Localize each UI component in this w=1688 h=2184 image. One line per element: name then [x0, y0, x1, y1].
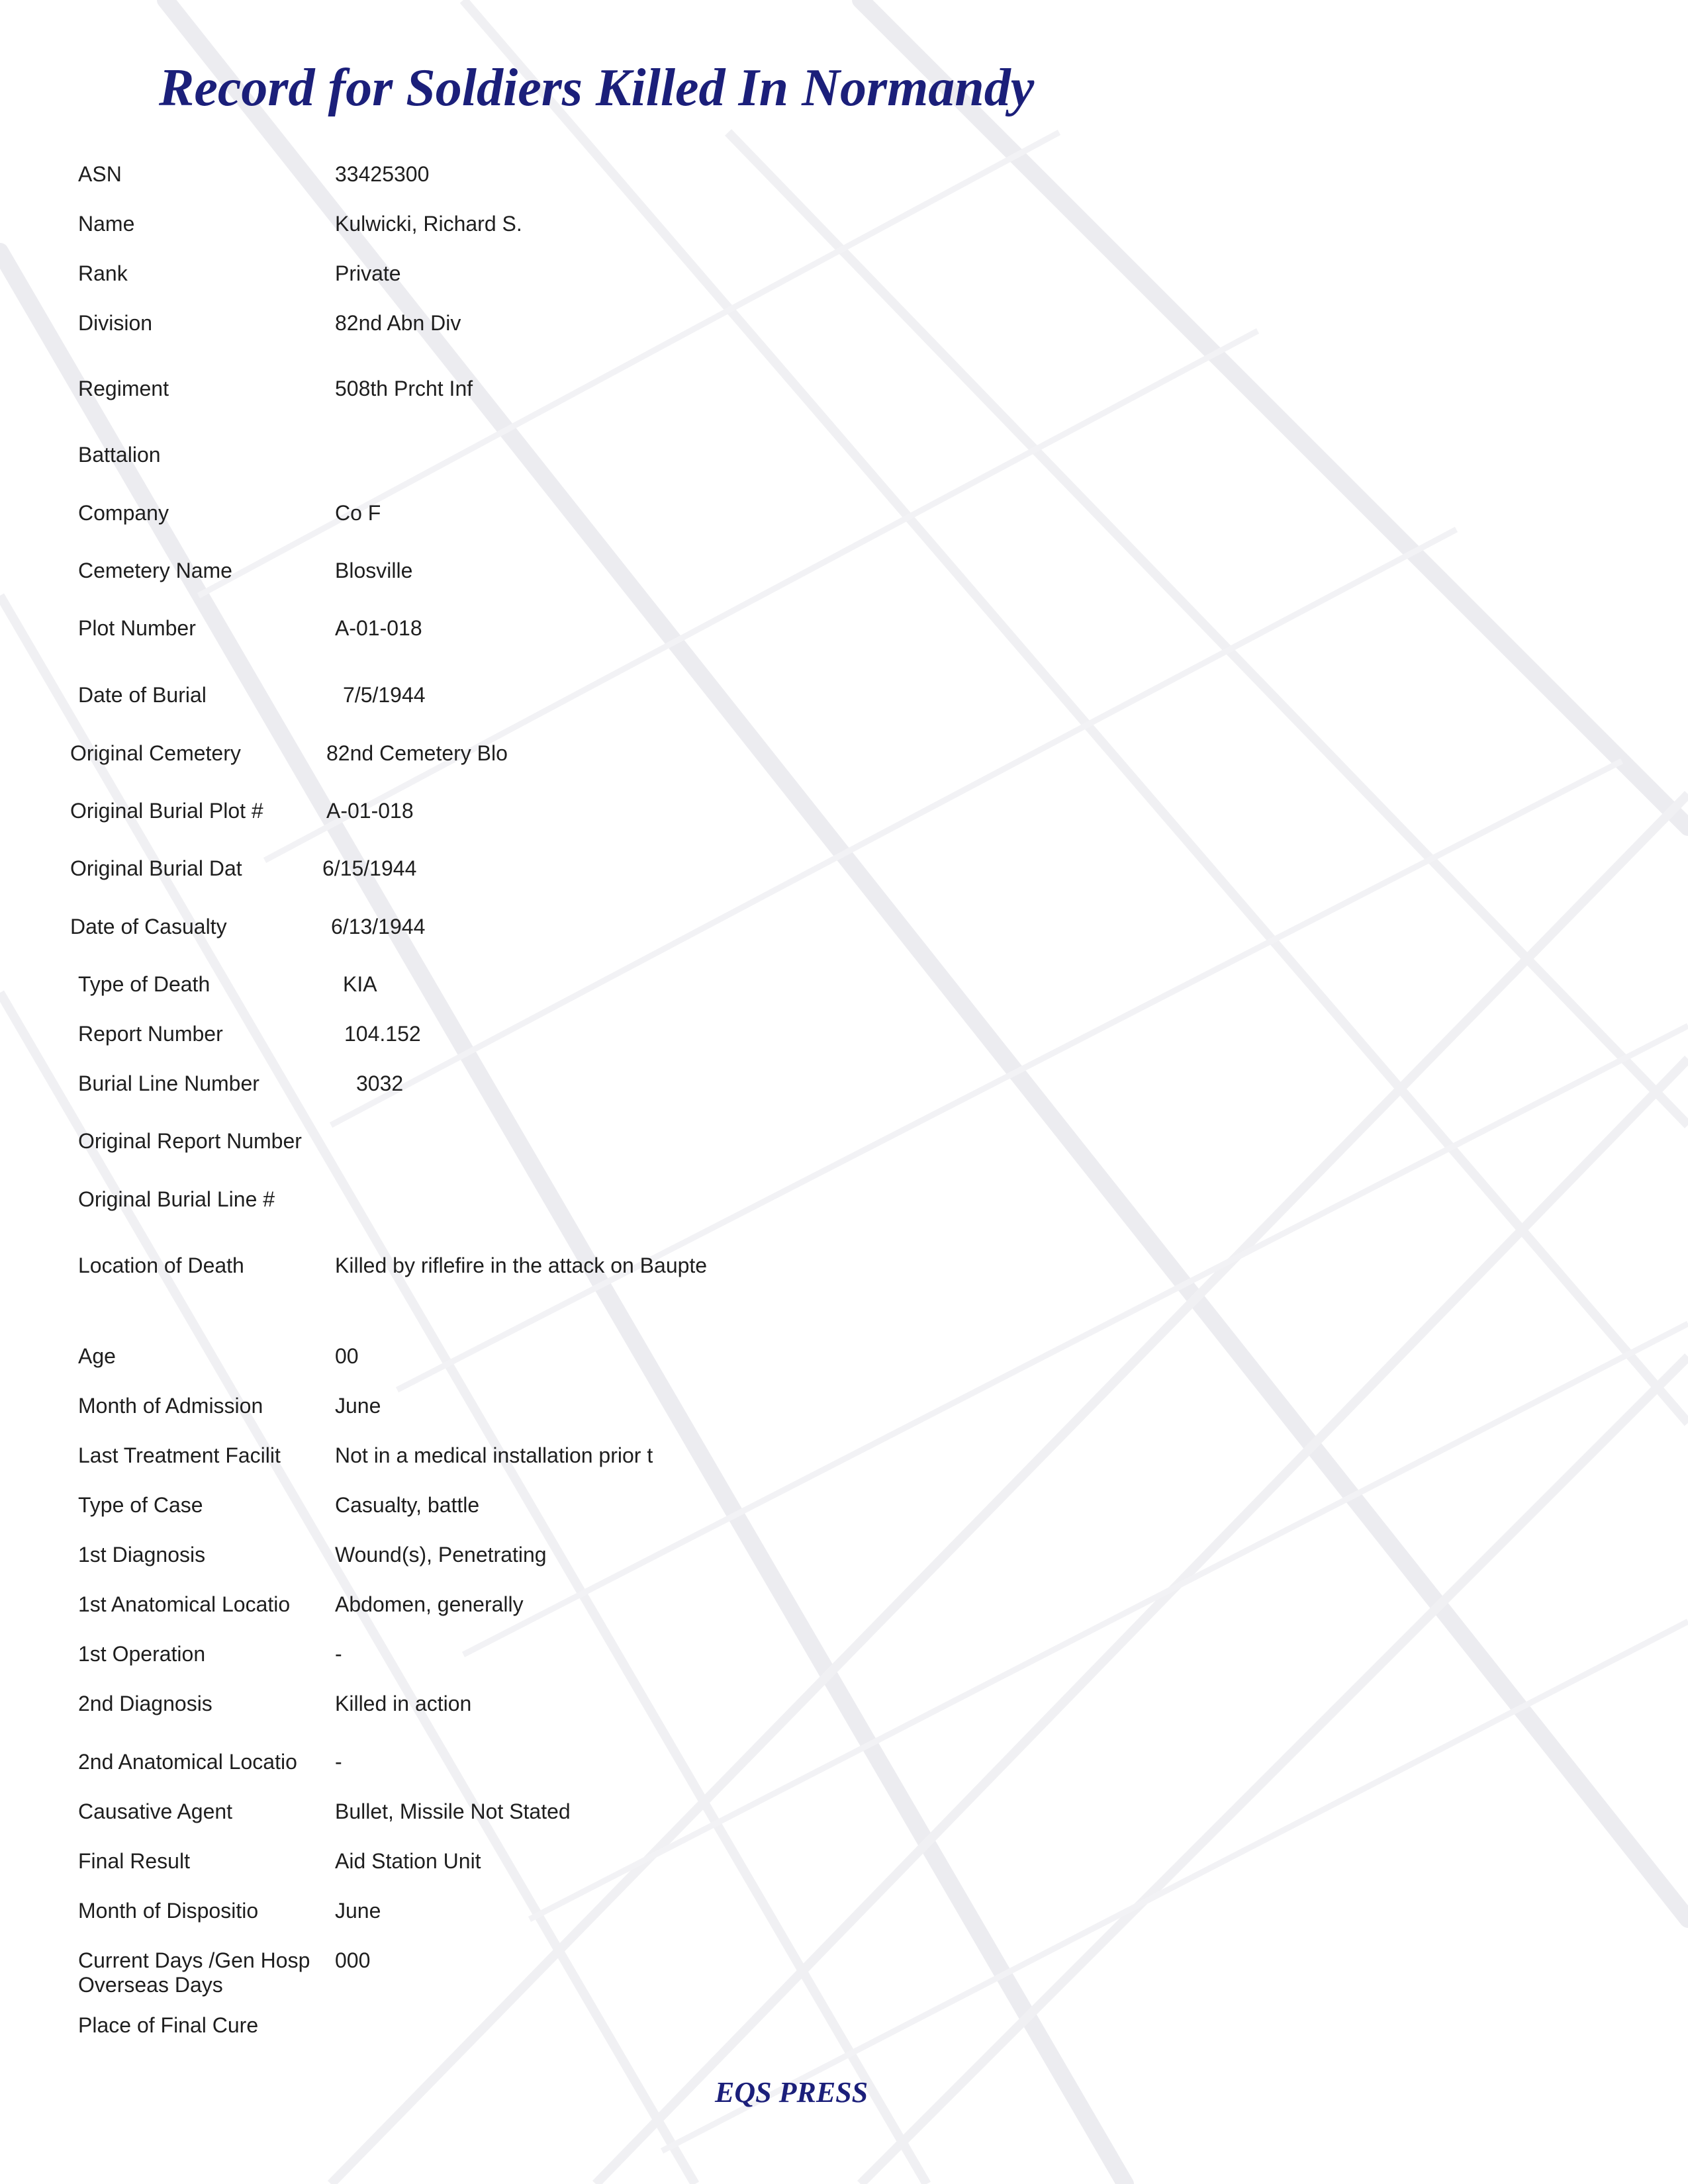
field-value-date-of-casualty: 6/13/1944: [331, 915, 426, 938]
field-label-original-burial-date: Original Burial Dat: [70, 856, 242, 880]
field-label-current-days-gen-hosp: Current Days /Gen Hosp: [78, 1948, 310, 1972]
page-title: Record for Soldiers Killed In Normandy: [159, 59, 1035, 117]
field-label-type-of-case: Type of Case: [78, 1493, 203, 1517]
field-label-month-of-admission: Month of Admission: [78, 1394, 263, 1418]
field-value-name: Kulwicki, Richard S.: [335, 212, 522, 236]
field-value-2nd-anatomical-location: -: [335, 1750, 342, 1774]
field-value-company: Co F: [335, 501, 381, 525]
field-label-rank: Rank: [78, 261, 128, 285]
field-label-burial-line-number: Burial Line Number: [78, 1071, 259, 1095]
field-value-plot-number: A-01-018: [335, 616, 422, 640]
field-label-2nd-anatomical-location: 2nd Anatomical Locatio: [78, 1750, 297, 1774]
field-value-month-of-disposition: June: [335, 1899, 381, 1923]
field-label-month-of-disposition: Month of Dispositio: [78, 1899, 259, 1923]
field-value-age: 00: [335, 1344, 359, 1368]
field-value-burial-line-number: 3032: [356, 1071, 404, 1095]
field-label-plot-number: Plot Number: [78, 616, 196, 640]
field-label-type-of-death: Type of Death: [78, 972, 211, 996]
field-value-type-of-death: KIA: [343, 972, 377, 996]
field-label-final-result: Final Result: [78, 1849, 190, 1873]
field-value-division: 82nd Abn Div: [335, 311, 461, 335]
field-label-division: Division: [78, 311, 153, 335]
field-value-regiment: 508th Prcht Inf: [335, 377, 473, 400]
field-label-asn: ASN: [78, 162, 122, 186]
field-value-original-cemetery: 82nd Cemetery Blo: [326, 741, 508, 765]
field-value-rank: Private: [335, 261, 401, 285]
field-value-1st-operation: -: [335, 1642, 342, 1666]
field-value-original-burial-plot: A-01-018: [326, 799, 414, 823]
field-value-last-treatment-facility: Not in a medical installation prior t: [335, 1443, 653, 1467]
field-value-2nd-diagnosis: Killed in action: [335, 1692, 472, 1715]
field-label-location-of-death: Location of Death: [78, 1253, 244, 1277]
field-label-company: Company: [78, 501, 169, 525]
field-value-original-burial-date: 6/15/1944: [322, 856, 417, 880]
field-label-causative-agent: Causative Agent: [78, 1799, 233, 1823]
field-value-causative-agent: Bullet, Missile Not Stated: [335, 1799, 571, 1823]
field-label-date-of-burial: Date of Burial: [78, 683, 207, 707]
field-label-battalion: Battalion: [78, 443, 161, 467]
field-value-report-number: 104.152: [344, 1022, 421, 1046]
field-value-date-of-burial: 7/5/1944: [343, 683, 426, 707]
field-value-month-of-admission: June: [335, 1394, 381, 1418]
field-value-1st-diagnosis: Wound(s), Penetrating: [335, 1543, 547, 1567]
field-value-type-of-case: Casualty, battle: [335, 1493, 480, 1517]
field-value-cemetery-name: Blosville: [335, 559, 413, 582]
field-label-1st-operation: 1st Operation: [78, 1642, 206, 1666]
field-label-2nd-diagnosis: 2nd Diagnosis: [78, 1692, 212, 1715]
field-label-original-burial-plot: Original Burial Plot #: [70, 799, 263, 823]
field-label-original-report-number: Original Report Number: [78, 1129, 302, 1153]
field-label-original-burial-line: Original Burial Line #: [78, 1187, 275, 1211]
publisher-footer: EQS PRESS: [715, 2076, 868, 2109]
field-value-current-days-gen-hosp: 000: [335, 1948, 371, 1972]
field-value-final-result: Aid Station Unit: [335, 1849, 481, 1873]
field-label-1st-anatomical-location: 1st Anatomical Locatio: [78, 1592, 291, 1616]
field-label-original-cemetery: Original Cemetery: [70, 741, 241, 765]
field-label-cemetery-name: Cemetery Name: [78, 559, 232, 582]
field-label-place-of-final-cure: Place of Final Cure: [78, 2013, 259, 2037]
field-value-location-of-death: Killed by riflefire in the attack on Baupte: [335, 1253, 708, 1277]
field-label-age: Age: [78, 1344, 116, 1368]
field-value-asn: 33425300: [335, 162, 430, 186]
field-label-date-of-casualty: Date of Casualty: [70, 915, 227, 938]
field-label-report-number: Report Number: [78, 1022, 223, 1046]
field-label-overseas-days: Overseas Days: [78, 1973, 223, 1997]
field-label-name: Name: [78, 212, 135, 236]
field-value-1st-anatomical-location: Abdomen, generally: [335, 1592, 524, 1616]
field-label-1st-diagnosis: 1st Diagnosis: [78, 1543, 206, 1567]
field-label-regiment: Regiment: [78, 377, 169, 400]
field-label-last-treatment-facility: Last Treatment Facilit: [78, 1443, 281, 1467]
